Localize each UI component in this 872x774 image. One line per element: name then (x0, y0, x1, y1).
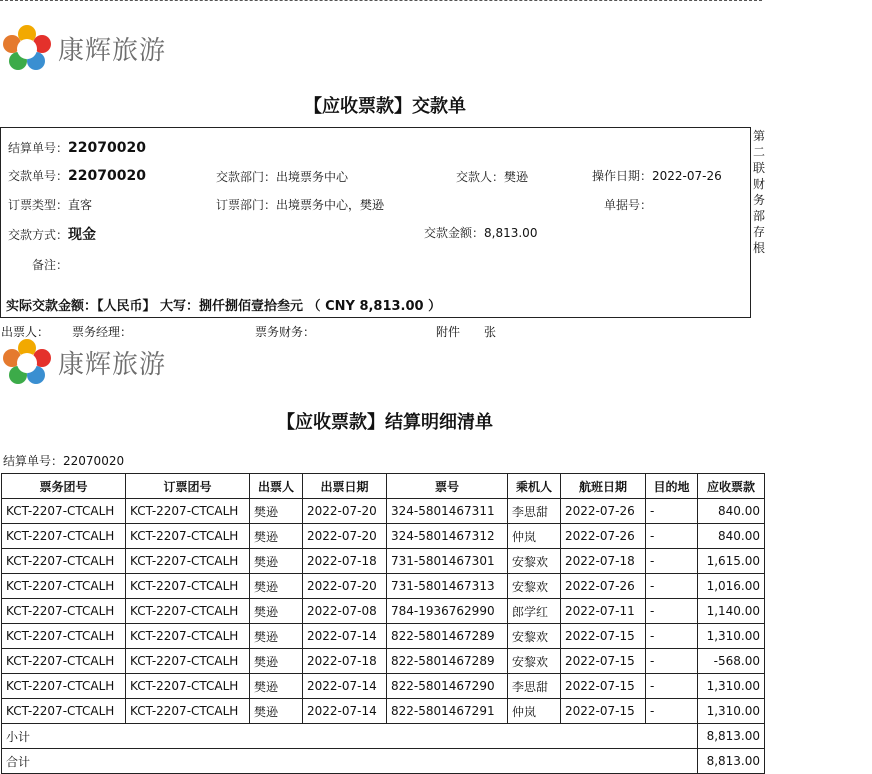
table-cell: KCT-2207-CTCALH (2, 549, 126, 574)
table-cell: 郎学红 (508, 599, 561, 624)
table-cell: 324-5801467311 (387, 499, 508, 524)
top-dashed-divider (0, 0, 762, 1)
table-cell: 安黎欢 (508, 649, 561, 674)
voucher-box (0, 127, 751, 318)
table-cell: 2022-07-26 (561, 574, 646, 599)
brand-logo-2 (2, 338, 166, 386)
table-cell: KCT-2207-CTCALH (2, 574, 126, 599)
table-cell: KCT-2207-CTCALH (126, 599, 250, 624)
column-header: 出票日期 (303, 474, 387, 499)
table-row (2, 524, 765, 549)
op-date-value: 2022-07-26 (652, 169, 722, 183)
total-row (2, 749, 765, 774)
issuer-label: 出票人： (1, 325, 50, 339)
table-cell: 李思甜 (508, 674, 561, 699)
table-cell: KCT-2207-CTCALH (2, 674, 126, 699)
table-cell: 樊逊 (250, 674, 303, 699)
table-cell: KCT-2207-CTCALH (126, 549, 250, 574)
subtotal-label: 小计 (2, 724, 698, 749)
table-cell: 822-5801467289 (387, 624, 508, 649)
payment-amount-field: 交款金额：8,813.00 (424, 226, 538, 240)
attachment-label: 附件 (436, 325, 461, 339)
table-cell: KCT-2207-CTCALH (126, 699, 250, 724)
brand-name-2: 康辉旅游 (58, 349, 167, 380)
table-row (2, 674, 765, 699)
table-row (2, 649, 765, 674)
table-cell: 2022-07-20 (303, 524, 387, 549)
column-header: 订票团号 (126, 474, 250, 499)
column-header: 票号 (387, 474, 508, 499)
total-value: 8,813.00 (698, 749, 765, 774)
table-cell: 樊逊 (250, 699, 303, 724)
table-cell: 2022-07-14 (303, 674, 387, 699)
table-cell: KCT-2207-CTCALH (126, 499, 250, 524)
table-cell: 731-5801467301 (387, 549, 508, 574)
table-cell: KCT-2207-CTCALH (2, 524, 126, 549)
payment-dept-field: 交款部门：出境票务中心 (216, 170, 349, 184)
subtotal-value: 8,813.00 (698, 724, 765, 749)
table-cell: - (646, 674, 698, 699)
table-cell: 822-5801467289 (387, 649, 508, 674)
settlement-detail-table (1, 473, 765, 774)
table-cell: KCT-2207-CTCALH (126, 524, 250, 549)
table-cell: 2022-07-08 (303, 599, 387, 624)
column-header: 应收票款 (698, 474, 765, 499)
payment-dept-value: 出境票务中心 (276, 170, 349, 184)
op-date-field: 操作日期：2022-07-26 (592, 169, 722, 183)
table-cell: 731-5801467313 (387, 574, 508, 599)
table-cell: 樊逊 (250, 624, 303, 649)
table-cell: 2022-07-15 (561, 624, 646, 649)
table-row (2, 574, 765, 599)
table-cell: 2022-07-26 (561, 499, 646, 524)
table-cell: 822-5801467290 (387, 674, 508, 699)
table-cell: 1,310.00 (698, 699, 765, 724)
table-cell: 樊逊 (250, 599, 303, 624)
order-type-value: 直客 (68, 198, 93, 212)
payment-amount-value: 8,813.00 (484, 226, 538, 240)
table-cell: - (646, 524, 698, 549)
table-cell: 安黎欢 (508, 624, 561, 649)
table-cell: 樊逊 (250, 574, 303, 599)
total-label: 合计 (2, 749, 698, 774)
order-dept-field: 订票部门：出境票务中心，樊逊 (216, 198, 385, 212)
table-cell: 1,310.00 (698, 674, 765, 699)
payer-value: 樊逊 (504, 170, 529, 184)
table-cell: KCT-2207-CTCALH (2, 599, 126, 624)
table-cell: KCT-2207-CTCALH (2, 649, 126, 674)
table-cell: KCT-2207-CTCALH (2, 624, 126, 649)
column-header: 票务团号 (2, 474, 126, 499)
sheets-label: 张 (484, 325, 497, 339)
table-cell: 1,016.00 (698, 574, 765, 599)
table-cell: 樊逊 (250, 549, 303, 574)
remark-field: 备注： (32, 258, 69, 272)
detail-title: 【应收票款】结算明细清单 (277, 412, 493, 433)
table-cell: 784-1936762990 (387, 599, 508, 624)
table-cell: 2022-07-20 (303, 574, 387, 599)
table-cell: - (646, 499, 698, 524)
table-cell: 2022-07-18 (561, 549, 646, 574)
table-cell: - (646, 599, 698, 624)
table-cell: 2022-07-15 (561, 649, 646, 674)
payment-method-field: 交款方式：现金 (8, 227, 97, 243)
table-cell: 840.00 (698, 499, 765, 524)
table-row (2, 699, 765, 724)
table-cell: - (646, 574, 698, 599)
settlement-no-field: 结算单号：22070020 (8, 140, 146, 156)
table-cell: KCT-2207-CTCALH (2, 499, 126, 524)
table-cell: KCT-2207-CTCALH (126, 624, 250, 649)
column-header: 出票人 (250, 474, 303, 499)
table-cell: 1,310.00 (698, 624, 765, 649)
order-dept-value: 出境票务中心，樊逊 (276, 198, 385, 212)
table-row (2, 499, 765, 524)
table-cell: 2022-07-14 (303, 624, 387, 649)
table-cell: -568.00 (698, 649, 765, 674)
table-cell: - (646, 549, 698, 574)
table-row (2, 599, 765, 624)
table-cell: 822-5801467291 (387, 699, 508, 724)
table-cell: 2022-07-20 (303, 499, 387, 524)
table-cell: 1,140.00 (698, 599, 765, 624)
brand-name: 康辉旅游 (58, 35, 167, 66)
table-cell: KCT-2207-CTCALH (126, 574, 250, 599)
flower-logo-icon (2, 338, 52, 386)
brand-logo (2, 24, 166, 72)
table-cell: 安黎欢 (508, 549, 561, 574)
finance-label: 票务财务： (255, 325, 316, 339)
manager-label: 票务经理： (72, 325, 133, 339)
table-cell: 2022-07-18 (303, 549, 387, 574)
subtotal-row (2, 724, 765, 749)
table-cell: 李思甜 (508, 499, 561, 524)
table-cell: 2022-07-11 (561, 599, 646, 624)
table-cell: 樊逊 (250, 499, 303, 524)
table-cell: 2022-07-15 (561, 674, 646, 699)
settlement-no-value: 22070020 (68, 140, 146, 156)
table-cell: KCT-2207-CTCALH (126, 674, 250, 699)
flower-logo-icon (2, 24, 52, 72)
table-cell: 1,615.00 (698, 549, 765, 574)
table-cell: 2022-07-14 (303, 699, 387, 724)
table-cell: 2022-07-15 (561, 699, 646, 724)
table-cell: 樊逊 (250, 524, 303, 549)
detail-settlement-no: 结算单号：22070020 (3, 454, 125, 468)
table-cell: - (646, 649, 698, 674)
table-row (2, 549, 765, 574)
table-cell: 840.00 (698, 524, 765, 549)
payer-field: 交款人：樊逊 (456, 170, 529, 184)
table-cell: 仲岚 (508, 524, 561, 549)
column-header: 目的地 (646, 474, 698, 499)
table-cell: 324-5801467312 (387, 524, 508, 549)
doc-no-field: 单据号： (604, 198, 653, 212)
column-header: 航班日期 (561, 474, 646, 499)
table-cell: 樊逊 (250, 649, 303, 674)
order-type-field: 订票类型：直客 (8, 198, 93, 212)
table-cell: 2022-07-26 (561, 524, 646, 549)
voucher-title: 【应收票款】交款单 (304, 96, 466, 117)
table-cell: 仲岚 (508, 699, 561, 724)
table-cell: - (646, 624, 698, 649)
table-cell: KCT-2207-CTCALH (2, 699, 126, 724)
payment-method-value: 现金 (68, 227, 97, 243)
table-cell: - (646, 699, 698, 724)
table-cell: KCT-2207-CTCALH (126, 649, 250, 674)
payment-no-field: 交款单号：22070020 (8, 168, 146, 184)
table-row (2, 624, 765, 649)
payment-no-value: 22070020 (68, 168, 146, 184)
table-cell: 2022-07-18 (303, 649, 387, 674)
copy-note: 第 二 联 财 务 部 存 根 (752, 129, 765, 255)
table-cell: 安黎欢 (508, 574, 561, 599)
actual-total-line: 实际交款金额：【人民币】 大写：捌仟捌佰壹拾叁元 （ CNY 8,813.00 ） (6, 299, 442, 314)
column-header: 乘机人 (508, 474, 561, 499)
table-header-row (2, 474, 765, 499)
